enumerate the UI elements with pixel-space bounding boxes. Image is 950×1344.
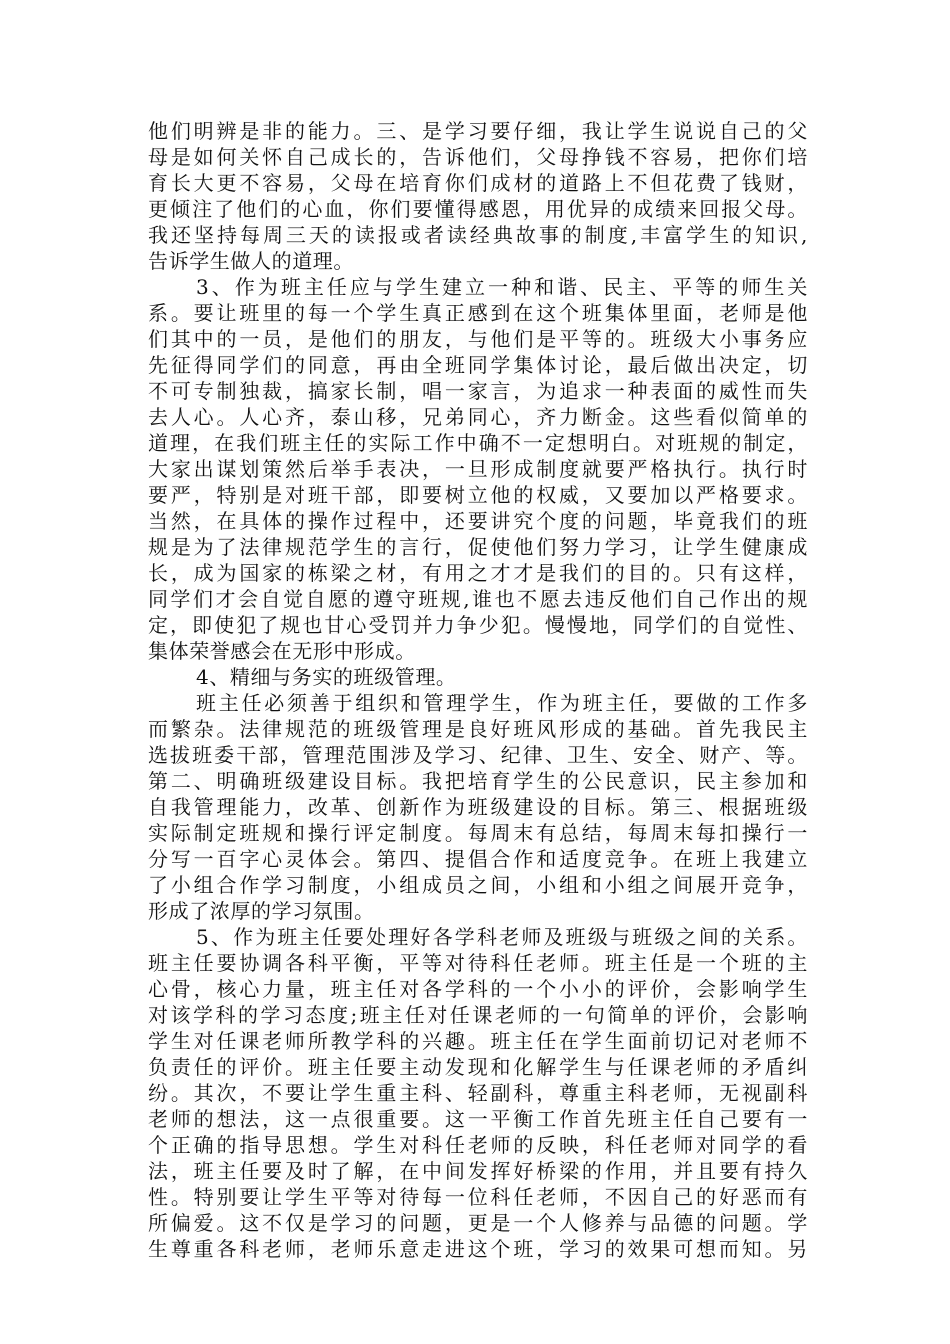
text-line: 心骨，核心力量，班主任对各学科的一个小小的评价，会影响学生 [148,977,808,1001]
text-line: 性。特别要让学生平等对待每一位科任老师，不因自己的好恶而有 [148,1185,808,1209]
text-line: 同学们才会自觉自愿的遵守班规,谁也不愿去违反他们自己作出的规 [148,587,808,611]
text-line: 更倾注了他们的心血，你们要懂得感恩，用优异的成绩来回报父母。 [148,197,808,221]
text-line: 他们明辨是非的能力。三、是学习要仔细，我让学生说说自己的父 [148,119,808,143]
text-line: 了小组合作学习制度，小组成员之间，小组和小组之间展开竞争， [148,873,808,897]
text-line: 不可专制独裁，搞家长制，唱一家言，为追求一种表面的威性而失 [148,379,808,403]
text-line: 先征得同学们的同意，再由全班同学集体讨论，最后做出决定，切 [148,353,808,377]
text-line: 定，即使犯了规也甘心受罚并力争少犯。慢慢地，同学们的自觉性、 [148,613,808,637]
text-line: 集体荣誉感会在无形中形成。 [148,639,416,663]
text-line: 系。要让班里的每一个学生真正感到在这个班集体里面，老师是他 [148,301,808,325]
document-page [148,118,808,1262]
text-line: 班主任要协调各科平衡，平等对待科任老师。班主任是一个班的主 [148,951,808,975]
text-line: 所偏爱。这不仅是学习的问题，更是一个人修养与品德的问题。学 [148,1211,808,1235]
text-line: 育长大更不容易，父母在培育你们成材的道路上不但花费了钱财， [148,171,808,195]
text-line: 5、作为班主任要处理好各学科老师及班级与班级之间的关系。 [196,925,808,949]
text-line: 老师的想法，这一点很重要。这一平衡工作首先班主任自己要有一 [148,1107,808,1131]
text-line: 道理，在我们班主任的实际工作中确不一定想明白。对班规的制定， [148,431,808,455]
text-line: 纷。其次，不要让学生重主科、轻副科，尊重主科老师，无视副科 [148,1081,808,1105]
text-line: 去人心。人心齐，泰山移，兄弟同心，齐力断金。这些看似简单的 [148,405,808,429]
text-line: 分写一百字心灵体会。第四、提倡合作和适度竞争。在班上我建立 [148,847,808,871]
text-line: 大家出谋划策然后举手表决，一旦形成制度就要严格执行。执行时 [148,457,808,481]
text-line: 当然，在具体的操作过程中，还要讲究个度的问题，毕竟我们的班 [148,509,808,533]
text-line: 法，班主任要及时了解，在中间发挥好桥梁的作用，并且要有持久 [148,1159,808,1183]
text-line: 我还坚持每周三天的读报或者读经典故事的制度,丰富学生的知识, [148,223,808,247]
text-line: 第二、明确班级建设目标。我把培育学生的公民意识，民主参加和 [148,769,808,793]
text-line: 负责任的评价。班主任要主动发现和化解学生与任课老师的矛盾纠 [148,1055,808,1079]
text-line: 学生对任课老师所教学科的兴趣。班主任在学生面前切记对老师不 [148,1029,808,1053]
text-line: 形成了浓厚的学习氛围。 [148,899,375,923]
text-line: 母是如何关怀自己成长的，告诉他们，父母挣钱不容易，把你们培 [148,145,808,169]
text-line: 班主任必须善于组织和管理学生，作为班主任，要做的工作多 [196,691,808,715]
text-line: 告诉学生做人的道理。 [148,249,354,273]
text-line: 们其中的一员，是他们的朋友，与他们是平等的。班级大小事务应 [148,327,808,351]
text-line: 要严，特别是对班干部，即要树立他的权威，又要加以严格要求。 [148,483,808,507]
text-line: 3、作为班主任应与学生建立一种和谐、民主、平等的师生关 [196,275,808,299]
text-line: 对该学科的学习态度;班主任对任课老师的一句简单的评价，会影响 [148,1003,808,1027]
text-line: 规是为了法律规范学生的言行，促使他们努力学习，让学生健康成 [148,535,808,559]
text-line: 自我管理能力，改革、创新作为班级建设的目标。第三、根据班级 [148,795,808,819]
text-line: 4、精细与务实的班级管理。 [196,665,457,689]
text-line: 实际制定班规和操行评定制度。每周末有总结，每周末每扣操行一 [148,821,808,845]
text-line: 生尊重各科老师，老师乐意走进这个班，学习的效果可想而知。另 [148,1237,808,1261]
text-line: 选拔班委干部，管理范围涉及学习、纪律、卫生、安全、财产、等。 [148,743,808,767]
text-line: 而繁杂。法律规范的班级管理是良好班风形成的基础。首先我民主 [148,717,808,741]
text-line: 长，成为国家的栋梁之材，有用之才才是我们的目的。只有这样， [148,561,808,585]
text-line: 个正确的指导思想。学生对科任老师的反映，科任老师对同学的看 [148,1133,808,1157]
